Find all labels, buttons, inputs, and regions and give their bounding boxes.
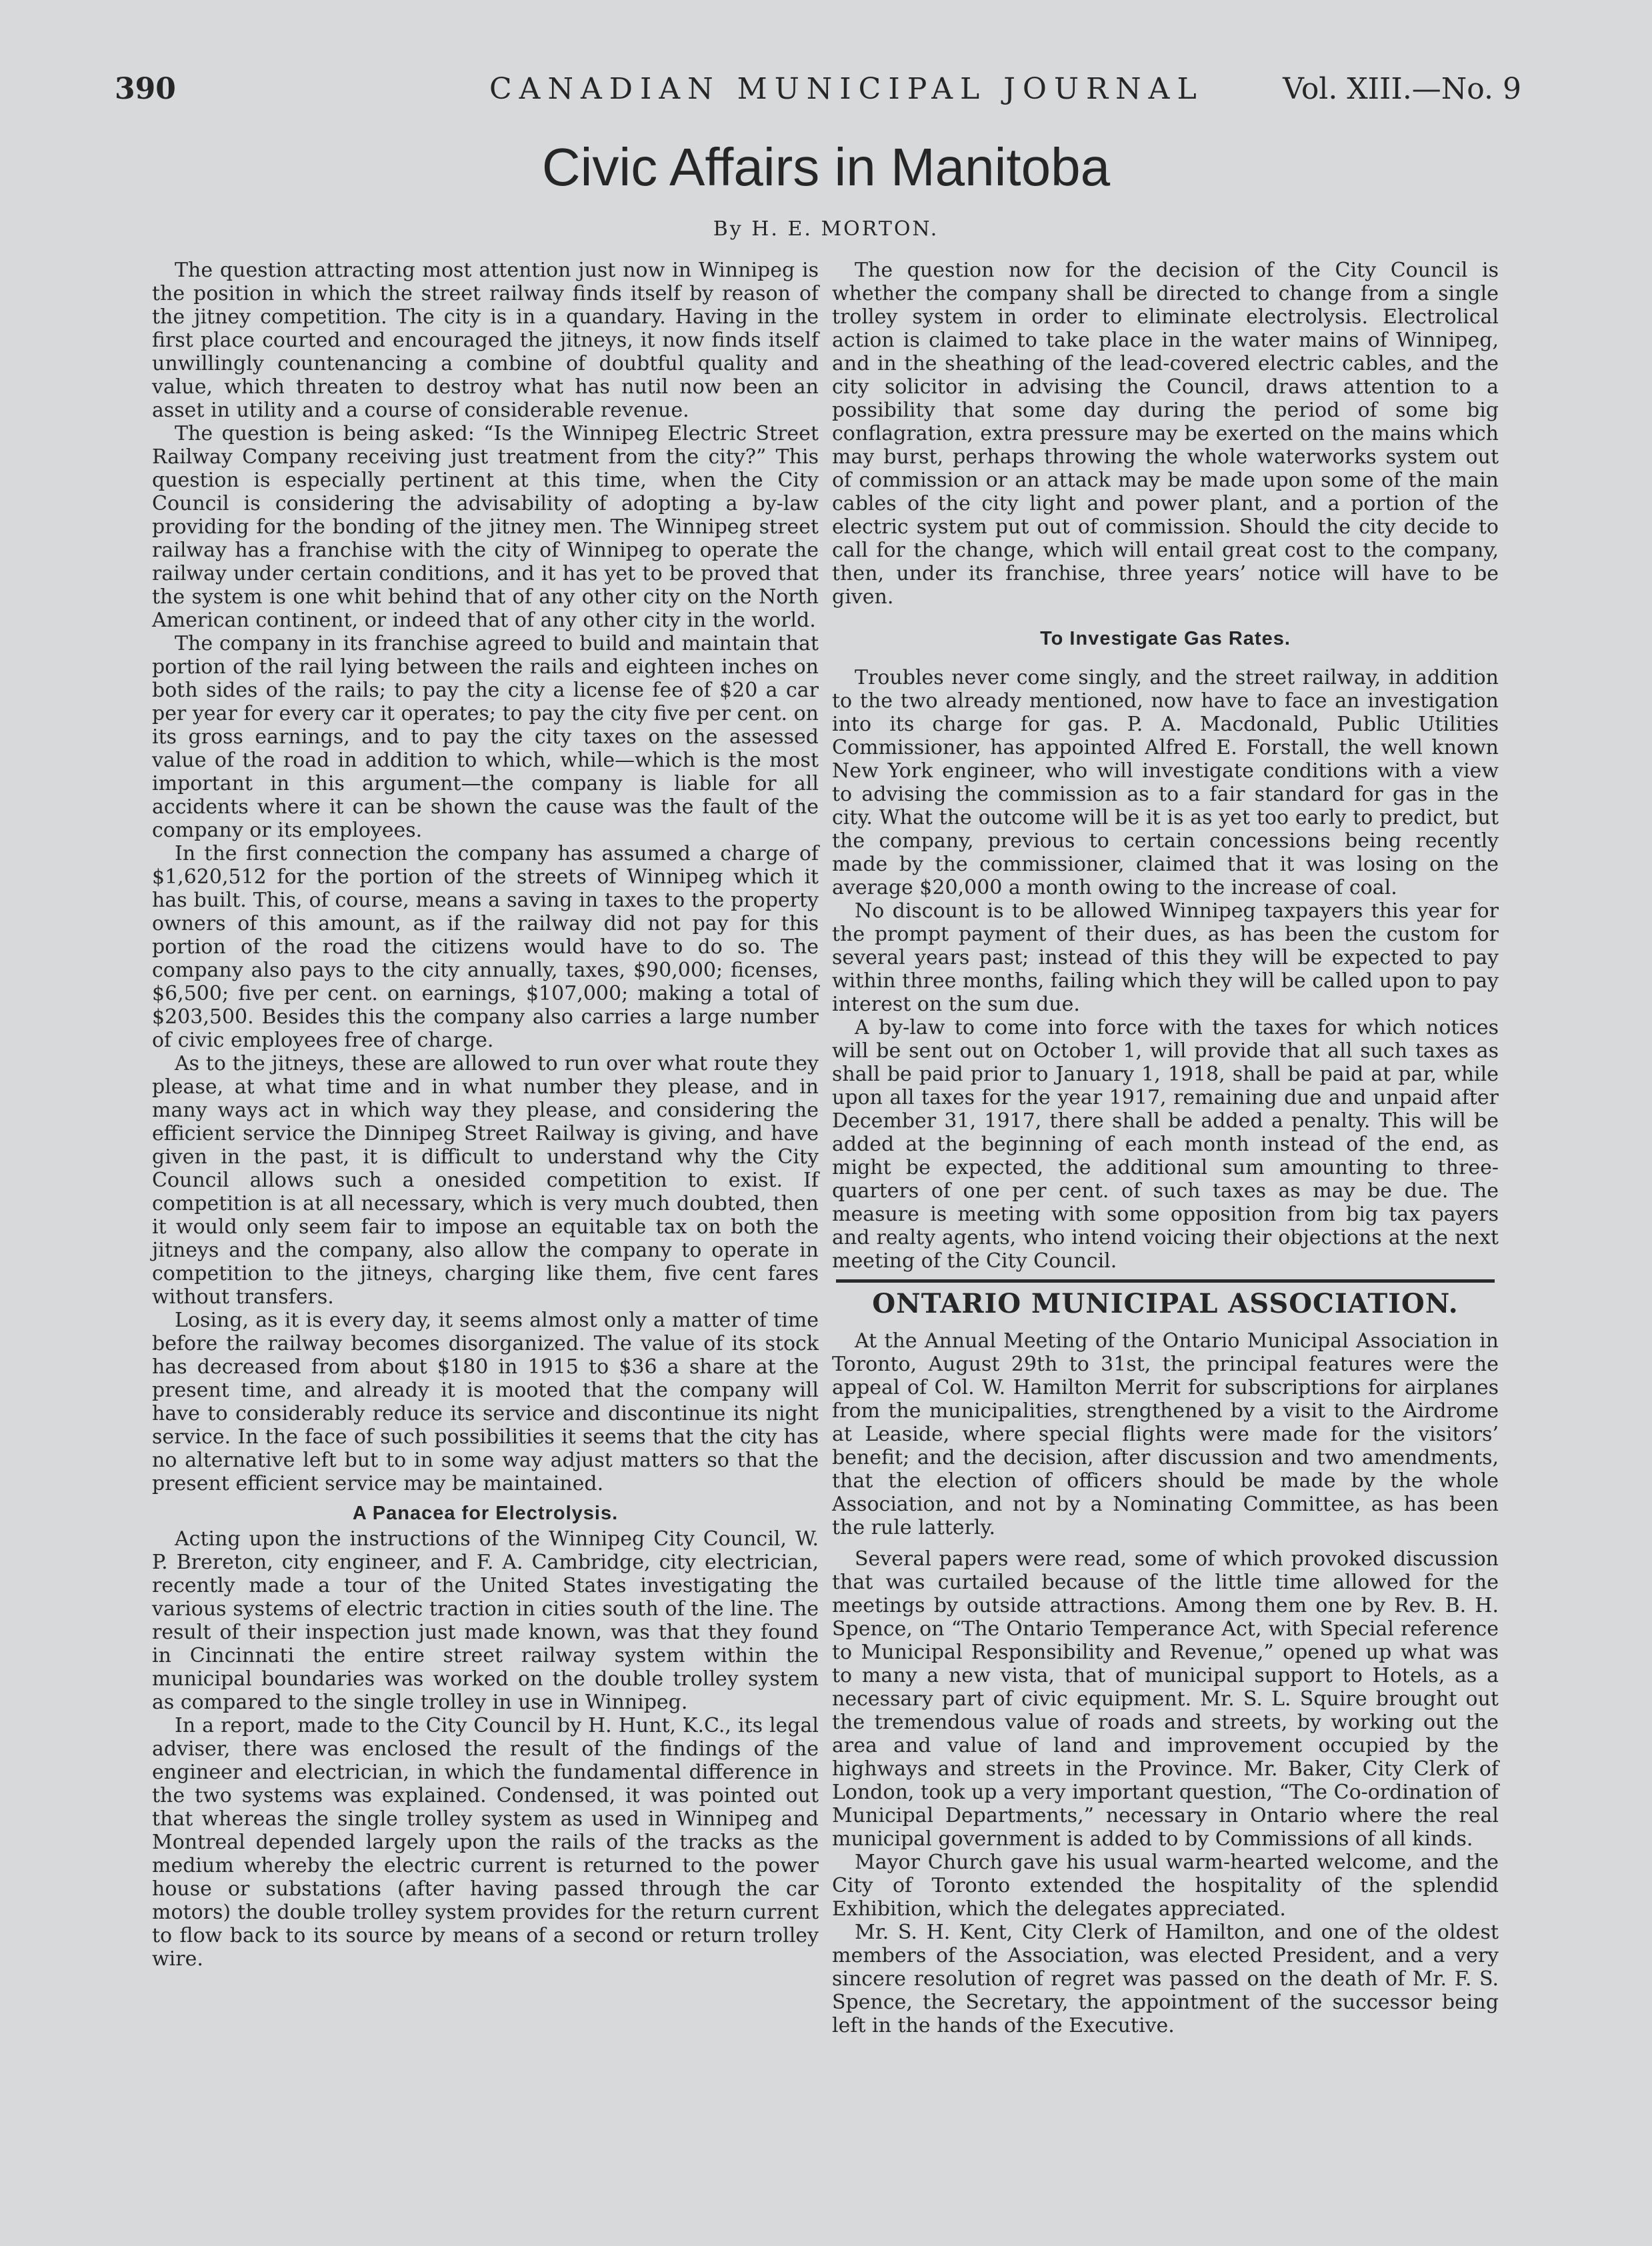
paragraph: Several papers were read, some of which provoked discussion that was curtailed because of the little time allowed for the meetings by outside attractions. Among them one by Rev. B. H. Spence, on “The Ontario Temperance Act, with Special reference to Municipal Responsibility and Revenue,” opened up what was to many a new vista, that of municipal support to Hotels, as a necessary part of civic equipment. Mr. S. L. Squire brought out the tremendous value of roads and streets, by working out the area and value of land and improvement occupied by the highways and streets in the Province. Mr. Baker, City Clerk of London, took up a very important question, “The Co-ordination of Municipal Departments,” necessary in Ontario where the real municipal government is added to by Commissions of all kinds.: [832, 1547, 1499, 1851]
running-head: [115, 72, 1521, 112]
paragraph-gap: [832, 1539, 1499, 1547]
article-title: Civic Affairs in Manitoba: [541, 137, 1111, 197]
volume-number: Vol. XIII.—No. 9: [1283, 72, 1521, 106]
paragraph: The question is being asked: “Is the Winnipeg Electric Street Railway Company receiving just treatment from the city?” This question is especially pertinent at this time, when the City Council is considering the advisability of adopting a by-law providing for the bonding of the jitney men. The Winnipeg street railway has a franchise with the city of Winnipeg to operate the railway under certain conditions, and it has yet to be proved that the system is one whit behind that of any other city on the North American continent, or indeed that of any other city in the world.: [152, 422, 819, 632]
section-divider: [836, 1279, 1495, 1283]
paragraph: The question attracting most attention just now in Winnipeg is the position in which the street railway finds itself by reason of the jitney competition. The city is in a quandary. Having in the first place courted and encouraged the jitneys, it now finds itself unwillingly countenancing a combine of doubtful quality and value, which threaten to destroy what has nutil now been an asset in utility and a course of considerable revenue.: [152, 259, 819, 422]
paragraph: Mr. S. H. Kent, City Clerk of Hamilton, and one of the oldest members of the Association, was elected President, and a very sincere resolution of regret was passed on the death of Mr. F. S. Spence, the Secretary, the appointment of the successor being left in the hands of the Executive.: [832, 1921, 1499, 2037]
paragraph: As to the jitneys, these are allowed to run over what route they please, at what time and in what number they please, and in many ways act in which way they please, and considering the efficient service the Dinnipeg Street Railway is giving, and have given in the past, it is difficult to understand why the City Council allows such a onesided competition to exist. If competition is at all necessary, which is very much doubted, then it would only seem fair to impose an equitable tax on both the jitneys and the company, also allow the company to operate in competition to the jitneys, charging like them, five cent fares without transfers.: [152, 1052, 819, 1309]
paragraph: At the Annual Meeting of the Ontario Municipal Association in Toronto, August 29th to 31st, the principal features were the appeal of Col. W. Hamilton Merrit for subscriptions for airplanes from the municipalities, strengthened by a visit to the Airdrome at Leaside, where special flights were made for the visitors’ benefit; and the decision, after discussion and two amendments, that the election of officers should be made by the whole Association, and not by a Nominating Committee, as has been the rule latterly.: [832, 1329, 1499, 1539]
paragraph: The question now for the decision of the City Council is whether the company shall be directed to change from a single trolley system in order to eliminate electrolysis. Electrolical action is claimed to take place in the water mains of Winnipeg, and in the sheathing of the lead-covered electric cables, and the city solicitor in advising the Council, draws attention to a possibility that some day during the period of some big conflagration, extra pressure may be exerted on the mains which may burst, perhaps throwing the whole waterworks system out of commission or an attack may be made upon some of the main cables of the city light and power plant, and a portion of the electric system put out of commission. Should the city decide to call for the change, which will entail great cost to the company, then, under its franchise, three years’ notice will have to be given.: [832, 259, 1499, 609]
paragraph: A by-law to come into force with the taxes for which notices will be sent out on October 1, will provide that all such taxes as shall be paid prior to January 1, 1918, shall be paid at par, while upon all taxes for the year 1917, remaining due and unpaid after December 31, 1917, there shall be added a penalty. This will be added at the beginning of each month instead of the end, as might be expected, the additional sum amounting to three-quarters of one per cent. of such taxes as may be due. The measure is meeting with some opposition from big tax payers and realty agents, who intend voicing their objections at the next meeting of the City Council.: [832, 1016, 1499, 1273]
paragraph: No discount is to be allowed Winnipeg taxpayers this year for the prompt payment of their dues, as has been the custom for several years past; instead of this they will be expected to pay within three months, failing which they will be called upon to pay interest on the sum due.: [832, 899, 1499, 1016]
paragraph: The company in its franchise agreed to build and maintain that portion of the rail lying between the rails and eighteen inches on both sides of the rails; to pay the city a license fee of $20 a car per year for every car it operates; to pay the city five per cent. on its gross earnings, and to pay the city taxes on the assessed value of the road in addition to which, while—which is the most important in this argument—the company is liable for all accidents where it can be shown the cause was the fault of the company or its employees.: [152, 632, 819, 842]
article-byline: By H. E. MORTON.: [713, 217, 939, 241]
paragraph: Acting upon the instructions of the Winnipeg City Council, W. P. Brereton, city engineer, and F. A. Cambridge, city electrician, recently made a tour of the United States investigating the various systems of electric traction in cities south of the line. The result of their inspection just made known, was that they found in Cincinnati the entire street railway system within the municipal boundaries was worked on the double trolley system as compared to the single trolley in use in Winnipeg.: [152, 1527, 819, 1714]
subheading-gas-rates: To Investigate Gas Rates.: [1040, 628, 1291, 649]
paragraph: In a report, made to the City Council by H. Hunt, K.C., its legal adviser, there was enclosed the result of the findings of the engineer and electrician, in which the fundamental difference in the two systems was explained. Condensed, it was pointed out that whereas the single trolley system as used in Winnipeg and Montreal depended largely upon the rails of the tracks as the medium whereby the electric current is returned to the power house or substations (after having passed through the car motors) the double trolley system provides for the return current to flow back to its source by means of a second or return trolley wire.: [152, 1714, 819, 1971]
paragraph: Mayor Church gave his usual warm-hearted welcome, and the City of Toronto extended the hospitality of the splendid Exhibition, which the delegates appreciated.: [832, 1851, 1499, 1921]
left-column: [152, 259, 819, 1971]
paragraph: Troubles never come singly, and the street railway, in addition to the two already mentioned, now have to face an investigation into its charge for gas. P. A. Macdonald, Public Utilities Commissioner, has appointed Alfred E. Forstall, the well known New York engineer, who will investigate conditions with a view to advising the commission as to a fair standard for gas in the city. What the outcome will be it is as yet too early to predict, but the company, previous to certain concessions being recently made by the commissioner, claimed that it was losing on the average $20,000 a month owing to the increase of coal.: [832, 666, 1499, 899]
right-column: [832, 259, 1499, 2037]
journal-name: CANADIAN MUNICIPAL JOURNAL: [489, 72, 1204, 106]
ontario-section-title: ONTARIO MUNICIPAL ASSOCIATION.: [872, 1288, 1459, 1319]
paragraph: Losing, as it is every day, it seems almost only a matter of time before the railway becomes disorganized. The value of its stock has decreased from about $180 in 1915 to $36 a share at the present time, and already it is mooted that the company will have to considerably reduce its service and discontinue its night service. In the face of such possibilities it seems that the city has no alternative left but to in some way adjust matters so that the present efficient service may be maintained.: [152, 1309, 819, 1495]
page-number: 390: [115, 72, 176, 106]
paragraph: In the first connection the company has assumed a charge of $1,620,512 for the portion of the streets of Winnipeg which it has built. This, of course, means a saving in taxes to the property owners of this amount, as if the railway did not pay for this portion of the road the citizens would have to do so. The company also pays to the city annually, taxes, $90,000; ficenses, $6,500; five per cent. on earnings, $107,000; making a total of $203,500. Besides this the company also carries a large number of civic employees free of charge.: [152, 842, 819, 1052]
subheading-electrolysis: A Panacea for Electrolysis.: [352, 1503, 619, 1524]
